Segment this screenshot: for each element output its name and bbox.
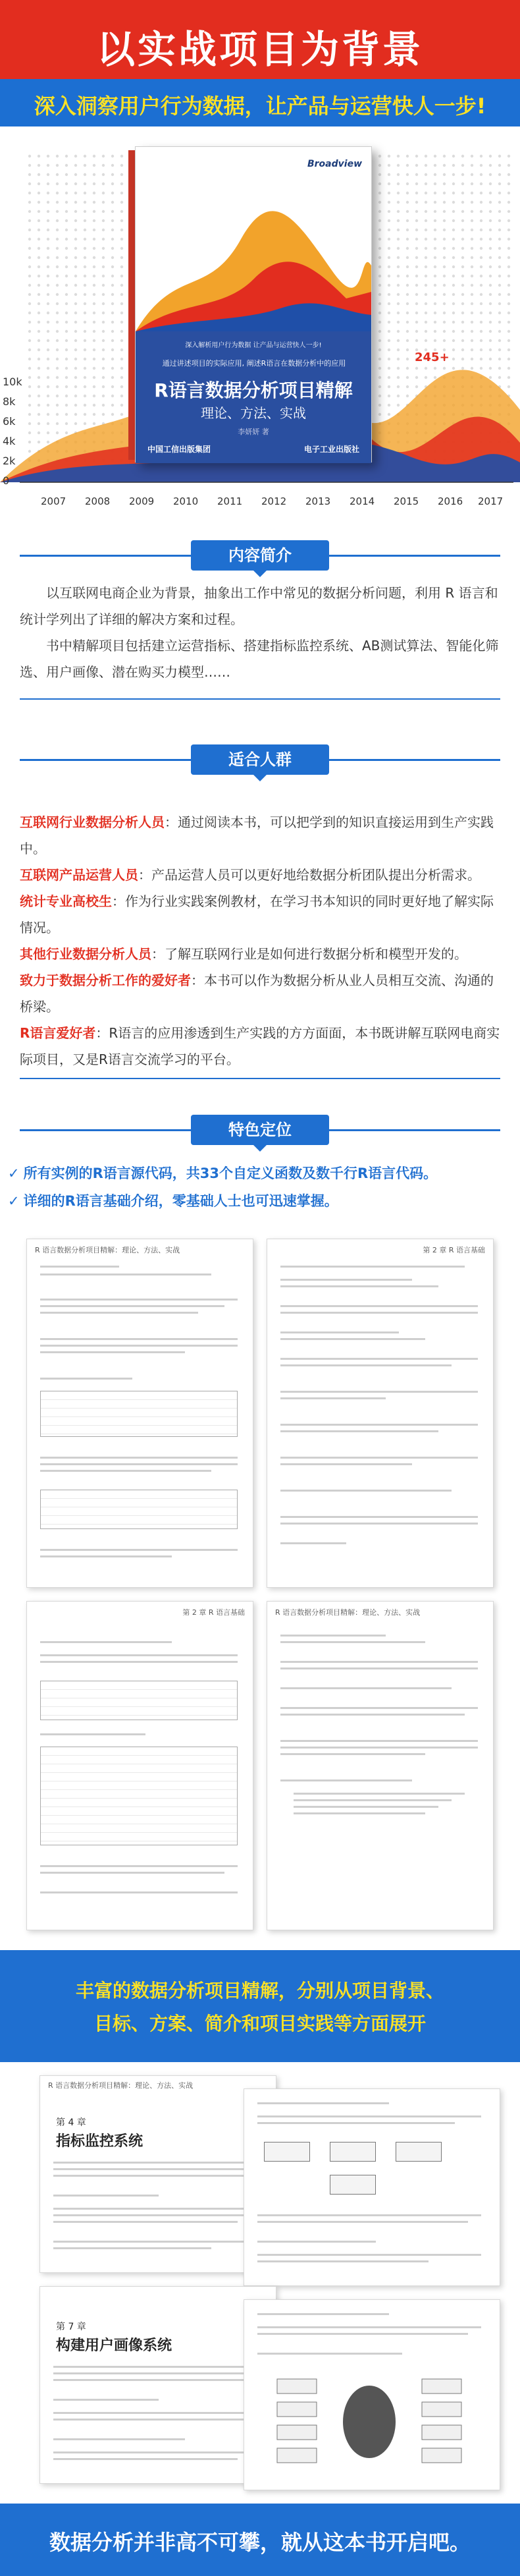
audience-item [20, 1020, 500, 1073]
audience-role: 致力于数据分析工作的爱好者 [20, 972, 191, 988]
page-chapter-7 [39, 2286, 276, 2484]
publisher-group: 中国工信出版集团 [147, 445, 211, 454]
feature-text: 所有实例的R语言源代码，共33个自定义函数及数千行R语言代码。 [23, 1165, 438, 1181]
banner-line: 丰富的数据分析项目精解，分别从项目背景、 [75, 1980, 444, 2002]
x-tick: 2011 [217, 495, 243, 507]
title-banner [0, 0, 520, 79]
page-table [40, 1681, 238, 1720]
page-spread-left-mid [26, 1601, 253, 1930]
x-tick: 2017 [478, 495, 504, 507]
banner-title: 以实战项目为背景 [96, 27, 423, 72]
section-arrow [253, 571, 267, 577]
feature-text: 详细的R语言基础介绍，零基础人士也可迅速掌握。 [23, 1193, 338, 1209]
flow-box [264, 2142, 310, 2162]
bottom-slogan: 数据分析并非高不可攀，就从这本书开启吧。 [49, 2530, 471, 2555]
page-spread-left-top [26, 1239, 253, 1588]
y-tick: 4k [3, 435, 16, 447]
audience-role: 统计专业高校生 [20, 893, 112, 909]
chapter-number: 第 4 章 [56, 2117, 86, 2128]
page-spread-right-mid [267, 1601, 494, 1930]
x-tick: 2008 [85, 495, 111, 507]
x-tick: 2009 [129, 495, 155, 507]
banner-line: 目标、方案、简介和项目实践等方面展开 [93, 2013, 426, 2034]
y-tick: 0 [3, 474, 10, 487]
flow-box [330, 2175, 376, 2195]
book-author: 李妍妍 著 [238, 428, 269, 436]
audience-item [20, 809, 500, 862]
section-header-intro [0, 540, 520, 571]
audience-desc: ：作为行业实践案例教材，在学习书本知识的同时更好地了解实际情况。 [20, 893, 494, 936]
x-tick: 2014 [350, 495, 375, 507]
x-tick: 2007 [41, 495, 66, 507]
chapter-title: 构建用户画像系统 [56, 2338, 172, 2354]
check-icon: ✓ [8, 1193, 20, 1209]
section-header-audience [0, 744, 520, 775]
price-tag: 245+ [415, 350, 450, 364]
cover-tagline: 深入解析用户行为数据 让产品与运营快人一步! [185, 342, 322, 349]
x-tick: 2013 [305, 495, 331, 507]
divider [20, 1078, 500, 1079]
audience-desc: ：通过阅读本书，可以把学到的知识直接运用到生产实践中。 [20, 814, 494, 856]
audience-desc: ：产品运营人员可以更好地给数据分析团队提出分析需求。 [138, 867, 481, 883]
section-header-features [0, 1115, 520, 1145]
publisher-name: 电子工业出版社 [303, 445, 359, 454]
chapter-number: 第 7 章 [56, 2322, 86, 2332]
chapter-title: 指标监控系统 [56, 2133, 143, 2150]
x-tick: 2015 [394, 495, 419, 507]
flow-box [396, 2142, 442, 2162]
page-flow-diagram [244, 2088, 500, 2286]
section-arrow [253, 775, 267, 781]
audience-item [20, 888, 500, 941]
flow-box [330, 2142, 376, 2162]
audience-role: 其他行业数据分析人员 [20, 946, 151, 962]
page-table [40, 1747, 238, 1845]
book-cover [135, 146, 372, 462]
intro-paragraph: 书中精解项目包括建立运营指标、搭建指标监控系统、AB测试算法、智能化筛选、用户画像、潜在购买力模型…… [20, 638, 499, 680]
cover-blurb: 通过讲述项目的实际应用, 阐述R语言在数据分析中的应用 [162, 359, 346, 368]
section-title: 特色定位 [191, 1115, 329, 1145]
feature-item [8, 1187, 515, 1215]
audience-item [20, 941, 500, 967]
y-tick: 10k [3, 376, 22, 388]
intro-paragraph: 以互联网电商企业为背景，抽象出工作中常见的数据分析问题，利用 R 语言和统计学列出了详细的解决方案和过程。 [20, 585, 498, 627]
page-header: R 语言数据分析项目精解：理论、方法、实战 [275, 1608, 421, 1617]
page-header: 第 2 章 R 语言基础 [423, 1246, 485, 1254]
feature-list [8, 1160, 515, 1215]
feature-item [8, 1160, 515, 1187]
audience-item [20, 967, 500, 1020]
page-portrait-diagram [244, 2299, 500, 2490]
x-tick: 2012 [261, 495, 287, 507]
audience-list [20, 809, 500, 1073]
bottom-slogan-bar [0, 2504, 520, 2576]
audience-role: R语言爱好者 [20, 1025, 96, 1041]
y-tick: 2k [3, 455, 16, 467]
highlight-banner [0, 1950, 520, 2062]
page-table [40, 1391, 238, 1437]
intro-text [20, 580, 500, 685]
section-title: 内容简介 [191, 540, 329, 571]
page-table [40, 1490, 238, 1529]
page-chapter-4 [39, 2075, 276, 2273]
page-spread-right-top [267, 1239, 494, 1588]
cover-wave-illustration [136, 186, 371, 331]
publisher-logo: Broadview [307, 159, 362, 169]
page-header: 第 2 章 R 语言基础 [182, 1608, 245, 1617]
audience-item [20, 862, 500, 888]
book-subtitle: 理论、方法、实战 [201, 405, 306, 421]
check-icon: ✓ [8, 1165, 20, 1181]
user-portrait-diagram [271, 2372, 468, 2471]
section-title: 适合人群 [191, 744, 329, 775]
audience-role: 互联网行业数据分析人员 [20, 814, 165, 830]
subtitle-banner [0, 79, 520, 126]
y-tick: 8k [3, 395, 16, 408]
book-title: R语言数据分析项目精解 [154, 379, 353, 401]
page-header: R 语言数据分析项目精解：理论、方法、实战 [48, 2081, 194, 2090]
x-tick: 2016 [438, 495, 463, 507]
audience-role: 互联网产品运营人员 [20, 867, 138, 883]
audience-desc: ：本书可以作为数据分析从业人员相互交流、沟通的桥梁。 [20, 972, 494, 1015]
section-arrow [253, 1145, 267, 1152]
hero-area [0, 126, 520, 522]
audience-desc: ：了解互联网行业是如何进行数据分析和模型开发的。 [151, 946, 467, 962]
x-tick: 2010 [173, 495, 199, 507]
divider [20, 698, 500, 700]
page-header: R 语言数据分析项目精解：理论、方法、实战 [35, 1246, 180, 1254]
y-tick: 6k [3, 415, 16, 428]
banner-subtitle: 深入洞察用户行为数据，让产品与运营快人一步! [34, 94, 486, 119]
audience-desc: ：R语言的应用渗透到生产实践的方方面面，本书既讲解互联网电商实际项目，又是R语言交流学习的平台。 [20, 1025, 500, 1067]
